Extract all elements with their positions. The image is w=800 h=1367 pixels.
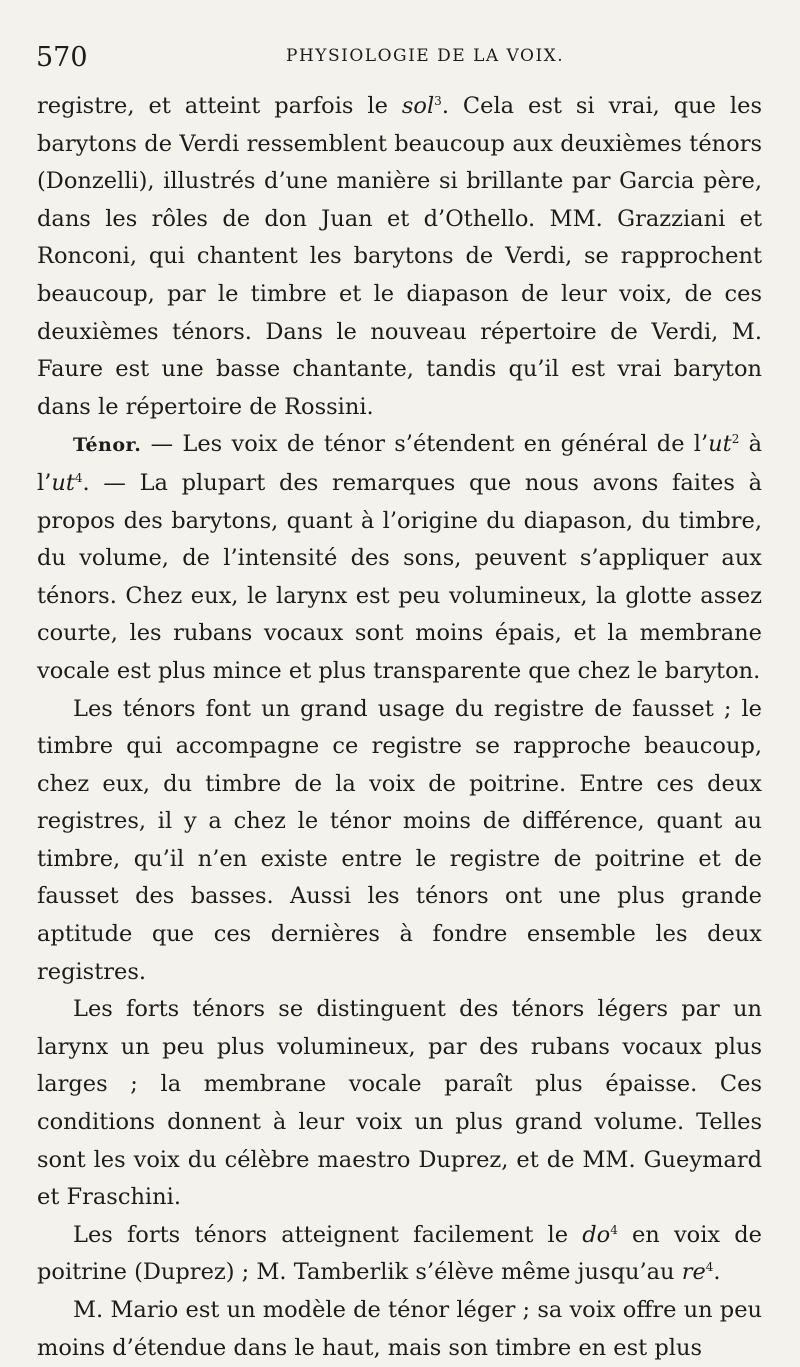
paragraph-6: M. Mario est un modèle de ténor léger ; sa voix offre un peu moins d’étendue dans le haut, mais son timbre en est plus [37,1297,762,1361]
octave-superscript: 2 [731,432,740,447]
page-header [36,38,766,74]
note-ut: ut [708,431,732,458]
paragraph-5: Les forts ténors atteignent facilement le $do^4$ en voix de poitrine (Duprez) ; M. Tamberlik s’élève même jusqu’au $re^4$. [37,1221,762,1286]
note-sol: sol [401,93,435,119]
paragraph-3: Les ténors font un grand usage du registre de fausset ; le timbre qui accompagne ce registre se rapproche beaucoup, chez eux, du timbre de la voix de poitrine. Entre ces deux registres, il y a chez le ténor moins de différence, quant au timbre, qu’il n’en existe entre le registre de poitrine et de fausset des basses. Aussi les ténors ont une plus grande aptitude que ces dernières à fondre ensemble les deux registres. [37,695,762,985]
octave-superscript: 3 [434,94,442,108]
octave-superscript: 4 [74,470,83,485]
note-do: do [582,1221,611,1248]
note-ut: ut [51,469,75,496]
octave-superscript: 4 [610,1222,618,1237]
running-title: PHYSIOLOGIE DE LA VOIX. [286,46,565,66]
paragraph-1: registre, et atteint parfois le sol$^3$. Cela est si vrai, que les barytons de Verdi ressemblent beaucoup aux deuxièmes ténors (Donzelli), illustrés d’une manière si brillante par Garcia père, dans les rôles de don Juan et d’Othello. MM. Grazziani et Ronconi, qui chantent les barytons de Verdi, se rapprochent beaucoup, par le timbre et le diapason de leur voix, de ces deuxièmes ténors. Dans le nouveau répertoire de Verdi, M. Faure est une basse chantante, tandis qu’il est vrai baryton dans le répertoire de Rossini. [37,93,762,420]
note-re: re [681,1259,706,1286]
paragraph-4: Les forts ténors se distinguent des ténors légers par un larynx un peu plus volumineux, par des rubans vocaux plus larges ; la membrane vocale paraît plus épaisse. Ces conditions donnent à leur voix un plus grand volume. Telles sont les voix du célèbre maestro Duprez, et de MM. Gueymard et Fraschini. [37,996,762,1211]
body-text [37,88,762,1367]
octave-superscript: 4 [705,1260,714,1275]
page-number: 570 [36,42,88,73]
section-label-tenor: Ténor. [73,434,142,457]
paragraph-tenor: Ténor. — Les voix de ténor s’étendent en général de $l’ut^2$ à $l’ut^4$. — La plupart des remarques que nous avons faites à propos des barytons, quant à l’origine du diapason, du timbre, du volume, de l’intensité des sons, peuvent s’appliquer aux ténors. Chez eux, le larynx est peu volumineux, la glotte assez courte, les rubans vocaux sont moins épais, et la membrane vocale est plus mince et plus transparente que chez le baryton. [37,431,762,684]
